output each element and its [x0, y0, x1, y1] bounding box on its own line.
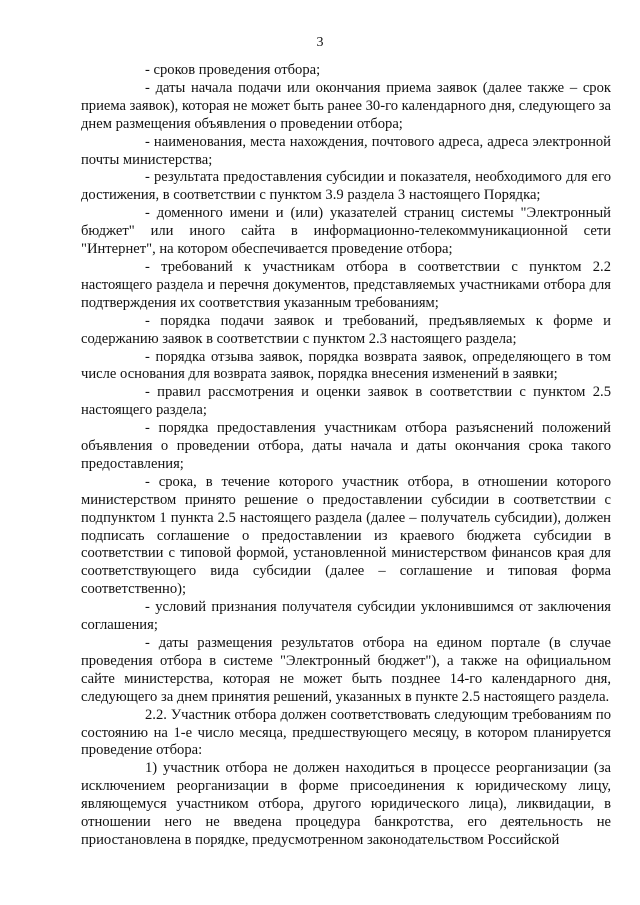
paragraph: - срока, в течение которого участник отбора, в отношении которого министерством принято решение о предоставлении субсидии в соответствии с подпунктом 1 пункта 2.5 настоящего раздела (далее – получатель субсидии), должен подписать соглашение о предоставлении из краевого бюджета субсидии в соответствии с типовой формой, установленной министерством финансов края для соответствующего вида субсидии (далее – соглашение и типовая форма соответственно); [81, 473, 611, 598]
document-body [81, 62, 611, 850]
paragraph: - порядка отзыва заявок, порядка возврата заявок, определяющего в том числе основания для возврата заявок, порядка внесения изменений в заявки; [81, 348, 611, 383]
paragraph: - условий признания получателя субсидии уклонившимся от заключения соглашения; [81, 599, 611, 634]
page-number: 3 [316, 35, 324, 50]
section-paragraph: 2.2. Участник отбора должен соответствовать следующим требованиям по состоянию на 1-е число месяца, предшествующего месяцу, в котором планируется проведение отбора: [81, 706, 611, 759]
paragraph: - даты размещения результатов отбора на едином портале (в случае проведения отбора в системе "Электронный бюджет"), а также на официальном сайте министерства, которая не может быть позднее 14-го календарного дня, следующего за днем принятия решений, указанных в пункте 2.5 настоящего раздела. [81, 635, 611, 705]
paragraph: - даты начала подачи или окончания приема заявок (далее также – срок приема заявок), которая не может быть ранее 30-го календарного дня, следующего за днем размещения объявления о проведении отбора; [81, 79, 611, 132]
paragraph: - требований к участникам отбора в соответствии с пунктом 2.2 настоящего раздела и перечня документов, представляемых участниками отбора для подтверждения их соответствия указанным требованиям; [81, 258, 611, 311]
numbered-paragraph: 1) участник отбора не должен находиться в процессе реорганизации (за исключением реорганизации в форме присоединения к юридическому лицу, являющемуся участником отбора, другого юридического лица), ликвидации, в отношении него не введена процедура банкротства, его деятельность не приостановлена в порядке, предусмотренном законодательством Российской [81, 760, 611, 848]
paragraph: - доменного имени и (или) указателей страниц системы "Электронный бюджет" или иного сайта в информационно-телекоммуникационной сети "Интернет", на котором обеспечивается проведение отбора; [81, 205, 611, 258]
paragraph: - результата предоставления субсидии и показателя, необходимого для его достижения, в соответствии с пунктом 3.9 раздела 3 настоящего Порядка; [81, 169, 611, 204]
paragraph: - сроков проведения отбора; [145, 62, 321, 78]
paragraph: - порядка предоставления участникам отбора разъяснений положений объявления о проведении отбора, даты начала и даты окончания срока такого предоставления; [81, 420, 611, 472]
paragraph: - правил рассмотрения и оценки заявок в соответствии с пунктом 2.5 настоящего раздела; [81, 384, 611, 419]
paragraph: - наименования, места нахождения, почтового адреса, адреса электронной почты министерства; [81, 133, 611, 168]
paragraph: - порядка подачи заявок и требований, предъявляемых к форме и содержанию заявок в соответствии с пунктом 2.3 настоящего раздела; [81, 312, 611, 347]
